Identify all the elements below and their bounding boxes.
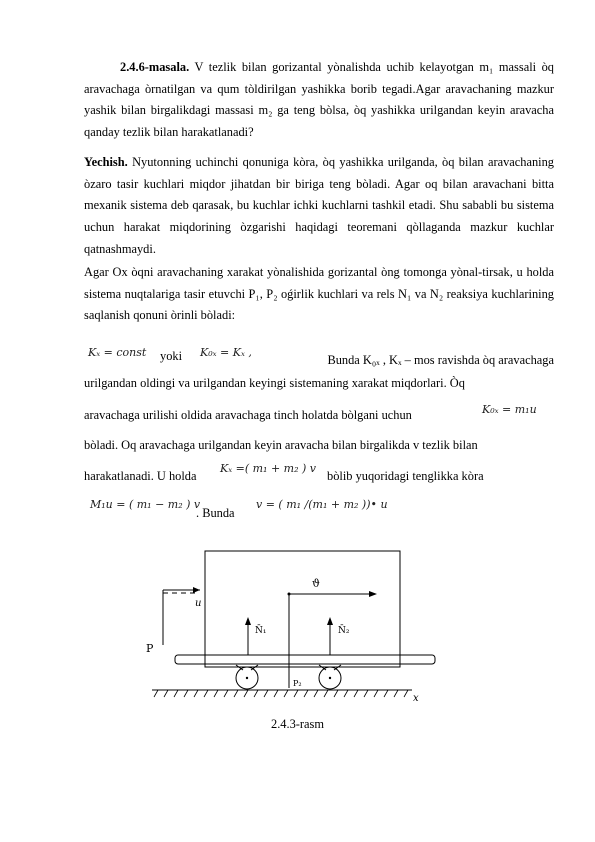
label-u: u (195, 598, 202, 609)
ground-hatching (154, 690, 408, 697)
bullet-arrowhead (193, 587, 200, 593)
solution-paragraph (84, 152, 554, 261)
formula-final-momentum: Kₓ =( m₁ + m₂ ) v (220, 462, 317, 475)
formula-balance: M₁u = ( m₁ − m₂ ) v (90, 498, 201, 511)
problem-text: V tezlik bilan gorizantal yònalishda uchib kelayotgan m₁ massali òq aravachaga òrnatilgan va qum tòldirilgan yashikka borib tegadi.Agar aravachaning mazkur yashik bilan birgalikdagi massasi m₂ ga teng bòlsa, òq yashikka urilgandan keyin aravacha qanday tezlik bilan harakatlanadi? (84, 60, 555, 140)
formula-momentum-equal: K₀ₓ = Kₓ , (200, 346, 252, 359)
label-x: x (413, 693, 419, 704)
word-yoki: yoki (160, 349, 183, 363)
label-v: ϑ (312, 577, 320, 590)
solution-text-5b: bòlib yuqoridagi tenglikka kòra (327, 469, 484, 483)
wheel-right-axle (329, 677, 331, 679)
label-n1: N̄₁ (255, 626, 267, 636)
solution-text-2: Agar Ox òqni aravachaning xarakat yònalishida gorizantal òng tomonga yònal-tirsak, u holda sistema nuqtalariga tasir etuvchi P₁, P₂ oǵirlik kuchlari va rels N₁ va N₂ reaksiya kuchlarining saqlanish qonuni òrinli bòladi: (84, 265, 554, 323)
solution-text-3a: Bunda K₀ₓ , Kₓ – mos ravishda òq aravachaga (327, 353, 554, 367)
formula-initial-momentum: K₀ₓ = m₁u (482, 403, 537, 416)
problem-paragraph (84, 57, 554, 144)
velocity-arrowhead (369, 591, 377, 597)
n1-arrowhead (245, 617, 251, 625)
figure-caption: 2.4.3-rasm (271, 717, 324, 731)
solution-paragraph-2 (84, 262, 554, 327)
formula-velocity: v = ( m₁ /(m₁ + m₂ ))• u (256, 498, 388, 511)
label-p: P (146, 642, 154, 655)
word-bunda: . Bunda (196, 506, 235, 520)
formula-momentum-const: Kₓ = const (88, 346, 147, 359)
label-p2: P₂ (293, 679, 302, 688)
solution-text-3b: urilgandan oldingi va urilgandan keyingi sistemaning xarakat miqdorlari. Òq (84, 376, 465, 390)
problem-title: 2.4.6-masala. (120, 60, 190, 74)
sand-box (205, 551, 400, 667)
figure-cart-diagram (0, 540, 595, 710)
solution-text-1: Nyutonning uchinchi qonuniga kòra, òq yashikka urilganda, òq bilan aravachaning òzaro tasir kuchlari miqdor jihatdan bir biriga teng bòladi. Agar oq bilan aravachani bitta mexanik sistema deb qarasak, bu kuchlar ichki kuchlarni tashkil etadi. Shu sababli bu sistema uchun harakat miqdorining òzgarishi haqidagi teoremani qòllaganda mazkur kuchlar qatnashmaydi. (84, 155, 554, 256)
solution-title: Yechish. (84, 155, 128, 169)
label-n2: N̄₂ (338, 626, 350, 636)
solution-text-3c: aravachaga urilishi oldida aravachaga tinch holatda bòlgani uchun (84, 408, 412, 422)
n2-arrowhead (327, 617, 333, 625)
solution-text-4: bòladi. Oq aravachaga urilgandan keyin aravacha bilan birgalikda v tezlik bilan (84, 438, 478, 452)
solution-text-5a: harakatlanadi. U holda (84, 469, 197, 483)
wheel-left-axle (246, 677, 248, 679)
cart-platform (175, 655, 435, 664)
